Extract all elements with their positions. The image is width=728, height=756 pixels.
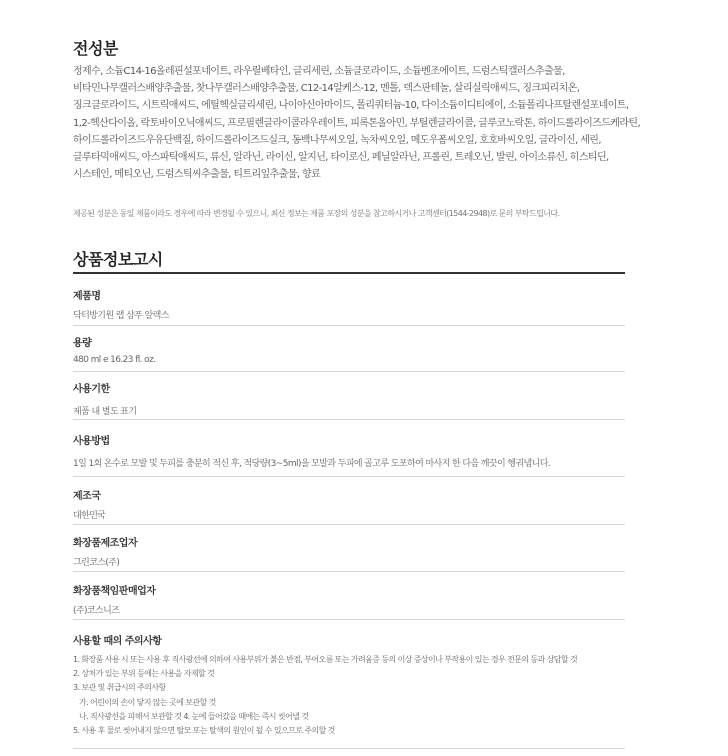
info-value: 대한민국 <box>73 511 106 521</box>
ingredients-line: 비타민나무캘러스배양추출물, 찻나무캘러스배양추출물, C12-14알케스-12, 멘톨, 덱스판테놀, 살리실릭애씨드, 징크피리치온, <box>73 83 580 95</box>
info-row-product-name <box>73 287 625 321</box>
info-row-expiry <box>73 380 625 417</box>
row-divider <box>73 748 625 749</box>
info-row-cautions <box>73 632 625 647</box>
product-info-title: 상품정보고시 <box>73 250 163 269</box>
ingredients-line: 하이드롤라이즈드우유단백질, 하이드롤라이즈드실크, 동백나무씨오일, 녹차씨오일, 메도우폼씨오일, 호호바씨오일, 글라이신, 세린, <box>73 134 601 146</box>
caution-subitem: 가. 어린이의 손이 닿지 않는 곳에 보관할 것 <box>79 697 216 707</box>
row-divider <box>73 619 625 620</box>
caution-item: 1. 화장품 사용 시 또는 사용 후 직사광선에 의하여 사용부위가 붉은 반점, 부어오름 또는 가려움증 등의 이상 증상이나 부작용이 있는 경우 전문의 등과 상담할 것 <box>73 655 578 664</box>
info-value: (주)코스니즈 <box>73 606 120 616</box>
info-row-country <box>73 487 625 521</box>
caution-item: 3. 보관 및 취급시의 주의사항 <box>73 683 166 693</box>
row-divider <box>73 476 625 477</box>
row-divider <box>73 571 625 572</box>
ingredients-line: 시스테인, 메티오닌, 드럼스틱씨추출물, 티트리잎추출물, 향료 <box>73 169 321 181</box>
info-row-volume <box>73 334 625 365</box>
info-label: 제품명 <box>73 291 101 302</box>
info-row-usage <box>73 432 625 469</box>
info-label: 화장품제조업자 <box>73 538 138 549</box>
caution-subitem: 나. 직사광선을 피해서 보관할 것 4. 눈에 들어갔을 때에는 즉시 씻어낼 것 <box>79 711 309 721</box>
info-value: 480 ml e 16.23 fl. oz. <box>73 355 156 365</box>
ingredients-line: 정제수, 소듐C14-16올레핀설포네이트, 라우릴베타인, 글리세린, 소듐클로라이드, 소듐벤조에이트, 드럼스틱캘러스추출물, <box>73 66 565 77</box>
info-value: 1일 1회 온수로 모발 및 두피를 충분히 적신 후, 적당량(3~5ml)을 모발과 두피에 골고루 도포하여 마사지 한 다음 깨끗이 헹궈냅니다. <box>73 459 551 469</box>
title-divider <box>73 272 625 274</box>
info-label: 사용기한 <box>73 384 110 395</box>
row-divider <box>73 419 625 420</box>
info-label: 용량 <box>73 338 92 349</box>
info-row-distributor <box>73 582 625 616</box>
row-divider <box>73 524 625 525</box>
ingredients-line: 글루타믹애씨드, 아스파틱애씨드, 류신, 알라닌, 라이신, 알지닌, 타이로신, 페닐알라닌, 프롤린, 트레오닌, 발린, 아이소류신, 히스티딘, <box>73 152 609 164</box>
info-value: 닥터방기원 랩 샴푸 알렉스 <box>73 311 169 321</box>
info-row-manufacturer <box>73 534 625 568</box>
info-value: 그린코스(주) <box>73 558 120 568</box>
info-label: 사용할 때의 주의사항 <box>73 636 162 647</box>
caution-item: 5. 사용 후 물로 씻어내지 않으면 탈모 또는 탈색의 원인이 될 수 있으므로 주의할 것 <box>73 726 335 736</box>
row-divider <box>73 371 625 372</box>
info-label: 제조국 <box>73 491 101 502</box>
ingredients-line: 징크클로라이드, 시트릭애씨드, 에틸헥실글리세린, 나이아신아마이드, 폴리쿼터늄-10, 다이소듐이디티에이, 소듐폴리나프탈렌설포네이트, <box>73 100 629 112</box>
cautions-list <box>73 653 633 738</box>
info-label: 사용방법 <box>73 436 110 447</box>
ingredients-notice: 제공된 성분은 동일 제품이라도 경우에 따라 변경될 수 있으니, 최신 정보는 제품 포장의 성분을 참고하시거나 고객센터(1544-2948)로 문의 부탁드립니다. <box>73 209 560 218</box>
ingredients-title: 전성분 <box>73 39 118 58</box>
ingredients-line: 1,2-헥산다이올, 락토바이오닉애씨드, 프로필렌글라이콜라우레이트, 피록톤올아민, 부틸렌글라이콜, 글루코노락톤, 하이드롤라이즈드케라틴, <box>73 117 641 129</box>
info-value: 제품 내 별도 표기 <box>73 407 137 417</box>
ingredients-list <box>73 63 641 183</box>
caution-item: 2. 상처가 있는 부위 등에는 사용을 자제할 것 <box>73 669 215 679</box>
info-label: 화장품책임판매업자 <box>73 586 156 597</box>
row-divider <box>73 325 625 326</box>
